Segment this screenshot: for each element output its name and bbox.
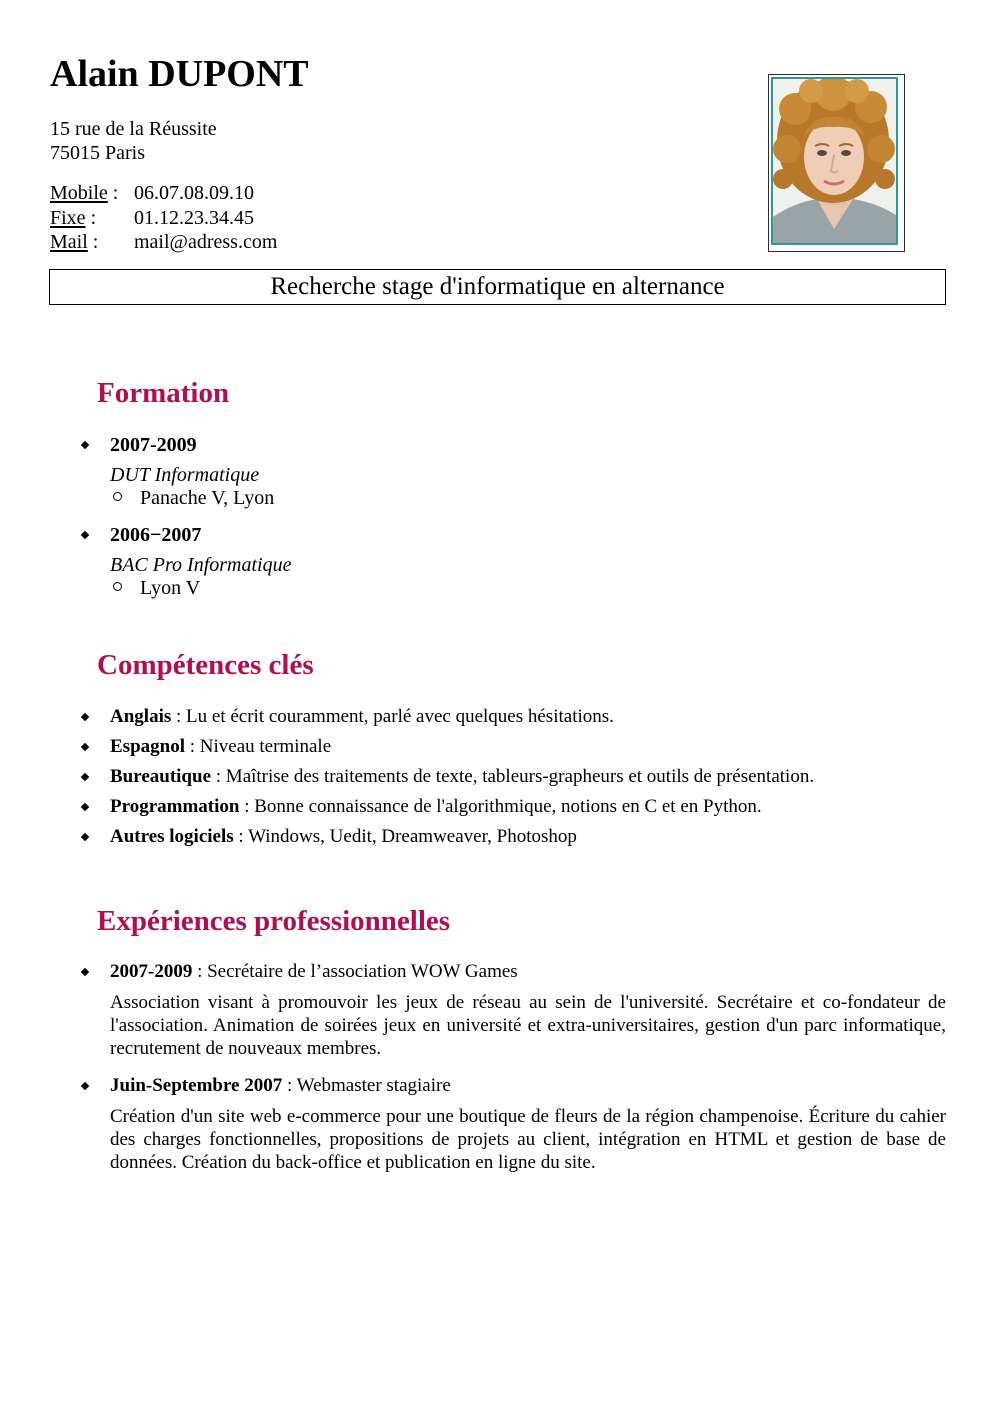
experience-period: 2007-2009 (110, 961, 193, 982)
mobile-value: 06.07.08.09.10 (134, 182, 254, 204)
diamond-bullet-icon (80, 742, 90, 752)
portrait-illustration (773, 79, 896, 243)
postal-address (50, 117, 217, 165)
diamond-bullet-icon (80, 772, 90, 782)
skill-desc: : Bonne connaissance de l'algorithmique, notions en C et en Python. (239, 796, 762, 817)
section-title-experiences: Expériences professionnelles (97, 905, 451, 937)
address-street: 15 rue de la Réussite (50, 118, 217, 140)
experience-heading-1 (110, 960, 518, 984)
experience-period: Juin-Septembre 2007 (110, 1075, 283, 1096)
skill-item (110, 705, 614, 729)
skill-name: Autres logiciels (110, 826, 234, 847)
diamond-bullet-icon (80, 967, 90, 977)
ring-bullet-icon (113, 492, 122, 501)
experience-role: : Secrétaire de l’association WOW Games (192, 961, 518, 982)
formation-years-2: 2006−2007 (110, 524, 202, 546)
skill-name: Espagnol (110, 736, 185, 757)
contact-fixe (50, 206, 277, 231)
diamond-bullet-icon (80, 440, 90, 450)
skill-name: Programmation (110, 796, 240, 817)
diamond-bullet-icon (80, 1081, 90, 1091)
formation-degree-1: DUT Informatique (110, 464, 260, 486)
formation-school-2: Lyon V (140, 577, 201, 599)
diamond-bullet-icon (80, 832, 90, 842)
objective-box: Recherche stage d'informatique en alternance (49, 269, 946, 305)
skill-desc: : Lu et écrit couramment, parlé avec quelques hésitations. (171, 706, 614, 727)
skill-item (110, 795, 762, 819)
experience-heading-2 (110, 1074, 451, 1098)
experience-desc-1: Association visant à promouvoir les jeux de réseau au sein de l'université. Secrétaire et co-fondateur de l'association. Animation de soirées jeux en université et extra-universitaires, gestion d'un parc informatique, recrutement de nouveaux membres. (110, 992, 946, 1059)
skill-item (110, 825, 577, 849)
contact-block (50, 181, 277, 255)
skill-item (110, 765, 814, 789)
formation-degree-2: BAC Pro Informatique (110, 554, 292, 576)
skill-desc: : Maîtrise des traitements de texte, tableurs-grapheurs et outils de présentation. (211, 766, 815, 787)
candidate-name: Alain DUPONT (50, 53, 309, 95)
diamond-bullet-icon (80, 530, 90, 540)
diamond-bullet-icon (80, 802, 90, 812)
ring-bullet-icon (113, 582, 122, 591)
mail-value: mail@adress.com (134, 231, 278, 253)
experience-desc-2: Création d'un site web e-commerce pour une boutique de fleurs de la région champenoise. Écriture du cahier des charges fonctionnelles, propositions de projets au client, intégration en HTML et gestion de base de données. Création du back-office et publication en ligne du site. (110, 1106, 946, 1173)
diamond-bullet-icon (80, 712, 90, 722)
mobile-label: Mobile (50, 182, 108, 204)
skill-item (110, 735, 331, 759)
skill-name: Bureautique (110, 766, 212, 787)
fixe-sep: : (85, 206, 97, 229)
contact-mail (50, 230, 277, 255)
formation-school-1: Panache V, Lyon (140, 487, 275, 509)
mail-sep: : (87, 231, 99, 253)
photo-frame (768, 74, 905, 252)
skill-desc: : Windows, Uedit, Dreamweaver, Photoshop (233, 826, 577, 847)
section-title-competences: Compétences clés (97, 649, 314, 681)
section-title-formation: Formation (97, 377, 230, 409)
experience-role: : Webmaster stagiaire (282, 1075, 451, 1096)
mobile-sep: : (107, 182, 119, 204)
portrait-photo-icon (771, 77, 898, 245)
skill-name: Anglais (110, 706, 172, 727)
skill-desc: : Niveau terminale (184, 736, 332, 757)
formation-years-1: 2007-2009 (110, 434, 197, 456)
address-city: 75015 Paris (50, 142, 145, 164)
mail-label: Mail (50, 231, 88, 253)
fixe-value: 01.12.23.34.45 (134, 206, 254, 229)
fixe-label: Fixe (50, 206, 86, 229)
contact-mobile (50, 181, 277, 206)
